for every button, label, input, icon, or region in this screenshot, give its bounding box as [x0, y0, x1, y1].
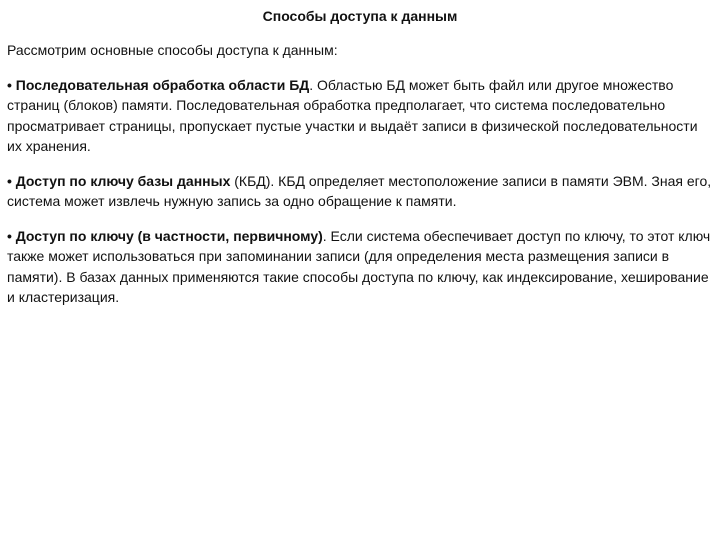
- list-item-term: • Доступ по ключу базы данных: [7, 172, 231, 189]
- list-item-key-access: [7, 226, 713, 308]
- list-item-sequential-processing: [7, 75, 713, 157]
- intro-text: Рассмотрим основные способы доступа к данным:: [7, 42, 338, 58]
- slide-content: [7, 40, 713, 322]
- list-item-description: . Областью БД может быть файл или другое множество страниц (блоков) памяти. Последовательная обработка предполагает, что система последовательно просматривает страницы, пропускает пустые участки и выдаёт записи в физической последовательности их хранения.: [7, 76, 698, 154]
- list-item-description: (КБД). КБД определяет местоположение записи в памяти ЭВМ. Зная его, система может извлечь нужную запись за одно обращение к памяти.: [7, 172, 712, 209]
- list-item-description: . Если система обеспечивает доступ по ключу, то этот ключ также может использоваться при запоминании записи (для определения места размещения записи в памяти). В базах данных применяются такие способы доступа по ключу, как индексирование, хеширование и кластеризация.: [7, 227, 711, 305]
- list-item-term: • Доступ по ключу (в частности, первичному): [7, 227, 323, 244]
- page-title: Способы доступа к данным: [262, 8, 458, 24]
- list-item-db-key-access: [7, 171, 713, 212]
- list-item-term: • Последовательная обработка области БД: [7, 76, 310, 93]
